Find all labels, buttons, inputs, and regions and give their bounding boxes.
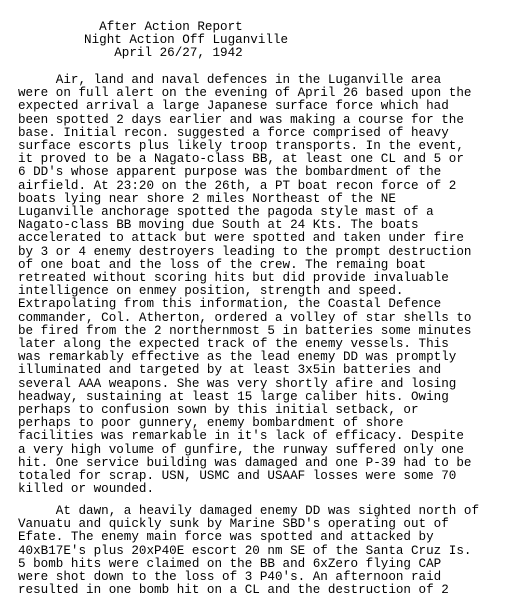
report-title: After Action Report Night Action Off Luganville April 26/27, 1942 (84, 20, 289, 61)
report-paragraph-2: At dawn, a heavily damaged enemy DD was sighted north of Vanuatu and quickly sunk by Marine SBD's operating out of Efate. The enemy main force was spotted and attacked by 40xB17E's plus 20xP40E escort 20 nm SE of the Santa Cruz Is. 5 bomb hits were claimed on the BB and 6xZero flying CAP were shot down to the loss of 3 P40's. An afternoon raid resulted in one bomb hit on a CL and the destruction of 2 (18, 504, 480, 598)
report-paragraph-1: Air, land and naval defences in the Luganville area were on full alert on the evening of April 26 based upon the expected arrival a large Japanese surface force which had been spotted 2 days earlier and was making a course for the base. Initial recon. suggested a force comprised of heavy surface escorts plus likely troop transports. In the event, it proved to be a Nagato-class BB, at least one CL and 5 or 6 DD's whose apparent purpose was the bombardment of the airfield. At 23:20 on the 26th, a PT boat recon force of 2 boats lying near shore 2 miles Northeast of the NE Luganville anchorage spotted the pagoda style mast of a Nagato-class BB moving due South at 24 Kts. The boats accelerated to attack but were spotted and taken under fire by 3 or 4 enemy destroyers leading to the prompt destruction of one boat and the loss of the crew. The remaing boat retreated without scoring hits but did provide invaluable intelligence on enmey position, strength and speed. Extrapolating from this information, the Coastal Defence commander, Col. Atherton, ordered a volley of star shells to be fired from the 2 northernmost 5 in batteries some minutes later along the expected track of the enemy vessels. This was remarkably effective as the lead enemy DD was promptly illuminated and targeted by at least 3x5in batteries and several AAA weapons. She was very shortly afire and losing headway, sustaining at least 15 large caliber hits. Owing perhaps to confusion sown by this initial setback, or perhaps to poor gunnery, enemy bombardment of shore facilities was remarkable in it's lack of efficacy. Despite a very high volume of gunfire, the runway suffered only one hit. One service building was damaged and one P-39 had to be totaled for scrap. USN, USMC and USAAF losses were some 70 killed or wounded. (18, 73, 472, 497)
